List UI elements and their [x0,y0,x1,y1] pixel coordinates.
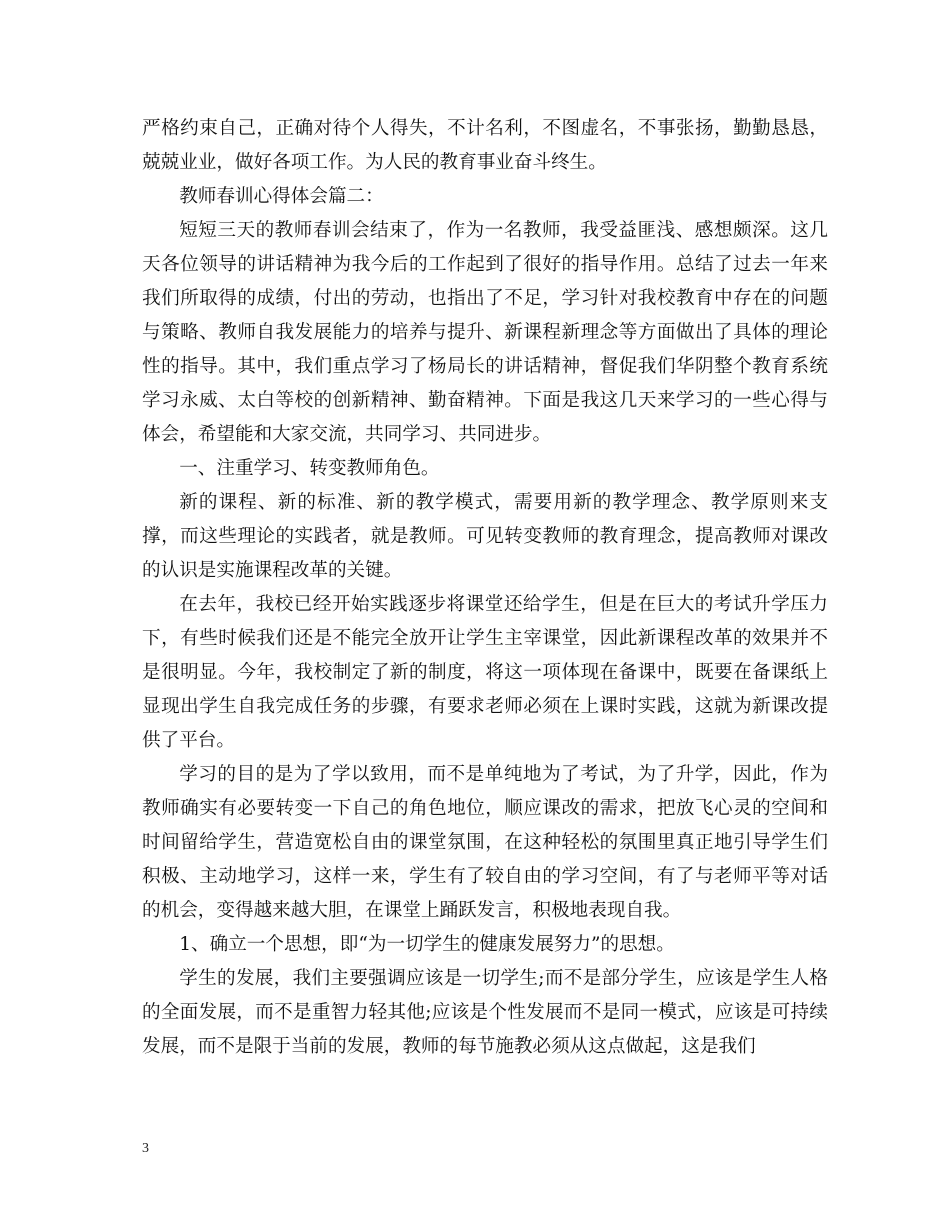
paragraph: 学习的目的是为了学以致用，而不是单纯地为了考试，为了升学，因此，作为教师确实有必要转变一下自己的角色地位，顺应课改的需求，把放飞心灵的空间和时间留给学生，营造宽松自由的课堂氛围，在这种轻松的氛围里真正地引导学生们积极、主动地学习，这样一来，学生有了较自由的学习空间，有了与老师平等对话的机会，变得越来越大胆，在课堂上踊跃发言，积极地表现自我。 [142,764,828,921]
paragraph: 短短三天的教师春训会结束了，作为一名教师，我受益匪浅、感想颇深。这几天各位领导的讲话精神为我今后的工作起到了很好的指导作用。总结了过去一年来我们所取得的成绩，付出的劳动，也指出了不足，学习针对我校教育中存在的问题与策略、教师自我发展能力的培养与提升、新课程新理念等方面做出了具体的理论性的指导。其中，我们重点学习了杨局长的讲话精神，督促我们华阴整个教育系统学习永威、太白等校的创新精神、勤奋精神。下面是我这几天来学习的一些心得与体会，希望能和大家交流，共同学习、共同进步。 [142,220,828,445]
section-heading: 一、注重学习、转变教师角色。 [179,458,440,479]
paragraph: 在去年，我校已经开始实践逐步将课堂还给学生，但是在巨大的考试升学压力下，有些时候我们还是不能完全放开让学生主宰课堂，因此新课程改革的效果并不是很明显。今年，我校制定了新的制度，将这一项体现在备课中，既要在备课纸上显现出学生自我完成任务的步骤，有要求老师必须在上课时实践，这就为新课改提供了平台。 [142,594,828,751]
document-body [142,112,828,1064]
page-number: 3 [142,1141,149,1156]
section-heading: 教师春训心得体会篇二： [179,186,384,207]
paragraph: 学生的发展，我们主要强调应该是一切学生;而不是部分学生，应该是学生人格的全面发展，而不是重智力轻其他;应该是个性发展而不是同一模式，应该是可持续发展，而不是限于当前的发展，教师的每节施教必须从这点做起，这是我们 [142,968,828,1057]
paragraph: 严格约束自己，正确对待个人得失，不计名利，不图虚名，不事张扬，勤勤恳恳，兢兢业业，做好各项工作。为人民的教育事业奋斗终生。 [142,118,828,173]
subsection-heading: 1、确立一个思想，即“为一切学生的健康发展努力”的思想。 [179,934,675,955]
paragraph: 新的课程、新的标准、新的教学模式，需要用新的教学理念、教学原则来支撑，而这些理论的实践者，就是教师。可见转变教师的教育理念，提高教师对课改的认识是实施课程改革的关键。 [142,492,828,581]
